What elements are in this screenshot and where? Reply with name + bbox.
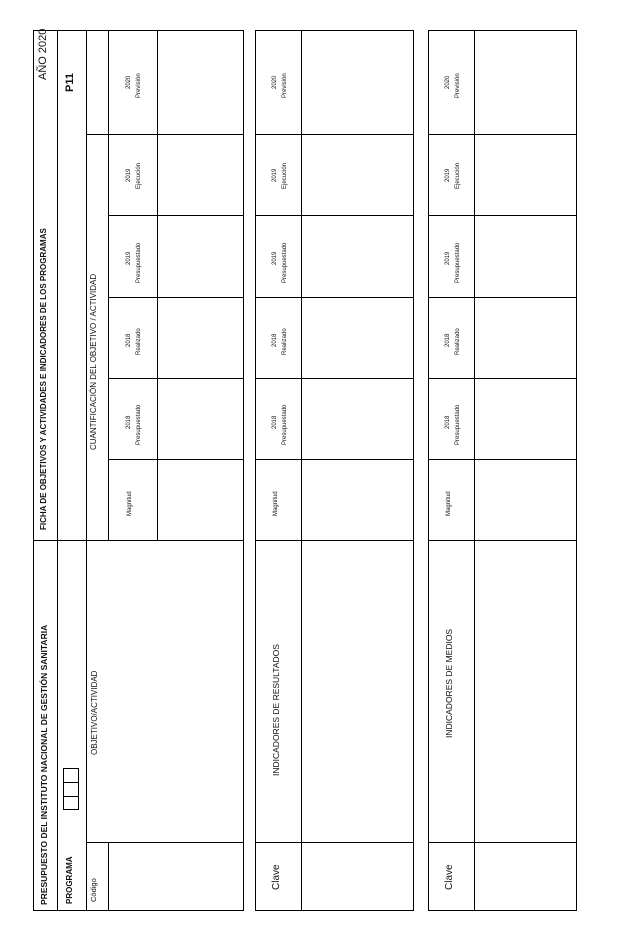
col-label: Presupuestado bbox=[455, 404, 461, 445]
col-label: Presupuestado bbox=[455, 242, 461, 283]
col-year: 2018 bbox=[445, 333, 451, 347]
divider bbox=[255, 540, 414, 541]
col-label: Ejecución bbox=[455, 162, 461, 189]
col-year: 2019 bbox=[126, 168, 132, 182]
divider bbox=[255, 459, 414, 460]
divider bbox=[428, 842, 577, 843]
year-label: AÑO 2020 bbox=[37, 28, 49, 80]
col-year: 2019 bbox=[272, 168, 278, 182]
divider bbox=[255, 134, 414, 135]
magnitud-label: Magnitud bbox=[446, 491, 452, 516]
col-label: Realizado bbox=[282, 328, 288, 355]
divider bbox=[428, 215, 577, 216]
divider bbox=[428, 297, 577, 298]
programa-code-box-1[interactable] bbox=[63, 796, 79, 810]
divider bbox=[108, 215, 244, 216]
divider bbox=[255, 378, 414, 379]
divider bbox=[108, 842, 109, 911]
divider bbox=[255, 842, 414, 843]
codigo-label: Código bbox=[89, 878, 98, 902]
divider bbox=[57, 30, 58, 911]
col-year: 2020 bbox=[445, 75, 451, 89]
col-label: Ejecución bbox=[282, 162, 288, 189]
divider bbox=[108, 459, 244, 460]
divider bbox=[255, 297, 414, 298]
indicadores-resultados-label: INDICADORES DE RESULTADOS bbox=[271, 644, 281, 776]
col-year: 2018 bbox=[126, 333, 132, 347]
cuantificacion-label: CUANTIFICACIÓN DEL OBJETIVO / ACTIVIDAD bbox=[89, 273, 98, 450]
clave-label: Clave bbox=[444, 864, 455, 890]
col-label: Ejecución bbox=[136, 162, 142, 189]
col-label: Presupuestado bbox=[282, 404, 288, 445]
col-label: Realizado bbox=[136, 328, 142, 355]
resultados-table-border bbox=[255, 30, 414, 911]
divider bbox=[86, 30, 87, 911]
col-year: 2019 bbox=[126, 251, 132, 265]
page-code: P11 bbox=[64, 73, 76, 92]
col-year: 2018 bbox=[445, 415, 451, 429]
divider bbox=[157, 30, 158, 540]
col-year: 2020 bbox=[272, 75, 278, 89]
col-label: Previsión bbox=[136, 73, 142, 98]
programa-code-box-3[interactable] bbox=[63, 768, 79, 783]
divider bbox=[301, 30, 302, 911]
col-label: Presupuestado bbox=[136, 404, 142, 445]
col-label: Previsión bbox=[282, 73, 288, 98]
col-year: 2019 bbox=[445, 168, 451, 182]
divider bbox=[108, 30, 109, 540]
magnitud-label: Magnitud bbox=[127, 491, 133, 516]
col-label: Previsión bbox=[455, 73, 461, 98]
divider bbox=[86, 842, 244, 843]
col-label: Realizado bbox=[455, 328, 461, 355]
col-label: Presupuestado bbox=[136, 242, 142, 283]
col-year: 2019 bbox=[272, 251, 278, 265]
col-year: 2019 bbox=[445, 251, 451, 265]
divider bbox=[33, 540, 244, 541]
col-year: 2018 bbox=[272, 333, 278, 347]
col-year: 2020 bbox=[126, 75, 132, 89]
form-title: FICHA DE OBJETIVOS Y ACTIVIDADES E INDICADORES DE LOS PROGRAMAS bbox=[39, 228, 48, 530]
divider bbox=[428, 378, 577, 379]
divider bbox=[428, 459, 577, 460]
divider bbox=[474, 30, 475, 911]
col-year: 2018 bbox=[272, 415, 278, 429]
divider bbox=[108, 378, 244, 379]
divider bbox=[108, 297, 244, 298]
indicadores-medios-label: INDICADORES DE MEDIOS bbox=[444, 628, 454, 738]
divider bbox=[428, 134, 577, 135]
programa-label: PROGRAMA bbox=[65, 856, 74, 904]
clave-label: Clave bbox=[271, 864, 282, 890]
divider bbox=[428, 540, 577, 541]
col-year: 2018 bbox=[126, 415, 132, 429]
medios-table-border bbox=[428, 30, 577, 911]
col-label: Presupuestado bbox=[282, 242, 288, 283]
divider bbox=[255, 215, 414, 216]
objetivo-actividad-label: OBJETIVO/ACTIVIDAD bbox=[90, 670, 99, 755]
programa-code-box-2[interactable] bbox=[63, 782, 79, 797]
magnitud-label: Magnitud bbox=[273, 491, 279, 516]
divider bbox=[86, 134, 244, 135]
budget-title: PRESUPUESTO DEL INSTITUTO NACIONAL DE GESTIÓN SANITARIA bbox=[39, 624, 49, 905]
